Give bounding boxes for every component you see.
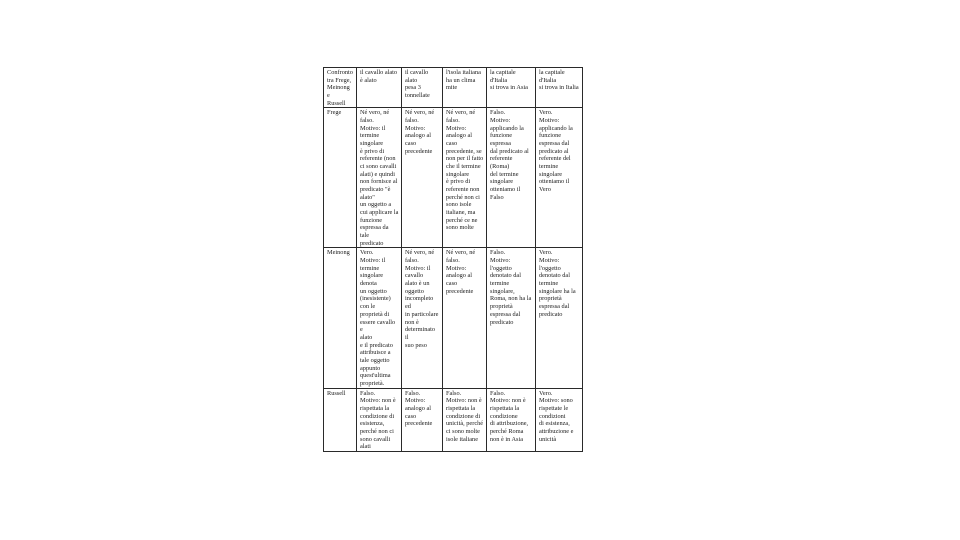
table-row-russell — [324, 388, 583, 451]
column-header: il cavallo alato è alato — [357, 68, 402, 108]
corner-cell: Confronto tra Frege, Meinong e Russell — [324, 68, 357, 108]
table-row-meinong — [324, 248, 583, 388]
table-cell: Falso. Motivo: l'oggetto denotato dal termine singolare, Roma, non ha la proprietà espressa dal predicato — [487, 248, 536, 388]
table-cell: Vero. Motivo: sono rispettate le condizioni di esistenza, attribuzione e unicità — [536, 388, 583, 451]
table-cell: Né vero, né falso. Motivo: analogo al caso precedente — [402, 108, 443, 248]
column-header: l'isola italiana ha un clima mite — [443, 68, 487, 108]
row-label: Meinong — [324, 248, 357, 388]
column-header: la capitale d'Italia si trova in Asia — [487, 68, 536, 108]
row-label: Russell — [324, 388, 357, 451]
table-cell: Falso. Motivo: non è rispettata la condizione di esistenza, perché non ci sono cavalli alati — [357, 388, 402, 451]
table-cell: Falso. Motivo: non è rispettata la condizione di attribuzione, perché Roma non è in Asia — [487, 388, 536, 451]
table-cell: Né vero, né falso. Motivo: il termine singolare è privo di referente (non ci sono cavalli alati) e quindi non fornisce al predicato "è alato" un oggetto a cui applicare la funzione espressa da tale predicato — [357, 108, 402, 248]
table-cell: Falso. Motivo: analogo al caso precedente — [402, 388, 443, 451]
table-cell: Falso. Motivo: applicando la funzione espressa dal predicato al referente (Roma) del termine singolare otteniamo il Falso — [487, 108, 536, 248]
table-row-frege — [324, 108, 583, 248]
row-label: Frege — [324, 108, 357, 248]
table-cell: Falso. Motivo: non è rispettata la condizione di unicità, perché ci sono molte isole italiane — [443, 388, 487, 451]
table-cell: Vero. Motivo: il termine singolare denota un oggetto (inesistente) con le proprietà di essere cavallo e alato e il predicato attribuisce a tale oggetto appunto quest'ultima proprietà. — [357, 248, 402, 388]
table-cell: Né vero, né falso. Motivo: analogo al caso precedente, se non per il fatto che il termine singolare è privo di referente non perché non ci sono isole italiane, ma perché ce ne sono molte — [443, 108, 487, 248]
column-header: il cavallo alato pesa 3 tonnellate — [402, 68, 443, 108]
column-header: la capitale d'Italia si trova in Italia — [536, 68, 583, 108]
table-cell: Né vero, né falso. Motivo: analogo al caso precedente — [443, 248, 487, 388]
table-cell: Vero. Motivo: l'oggetto denotato dal termine singolare ha la proprietà espressa dal predicato — [536, 248, 583, 388]
table-cell: Vero. Motivo: applicando la funzione espressa dal predicato al referente del termine singolare otteniamo il Vero — [536, 108, 583, 248]
header-row — [324, 68, 583, 108]
table-cell: Né vero, né falso. Motivo: il cavallo alato è un oggetto incompleto ed in particolare non è determinato il suo peso — [402, 248, 443, 388]
comparison-table — [323, 67, 583, 452]
